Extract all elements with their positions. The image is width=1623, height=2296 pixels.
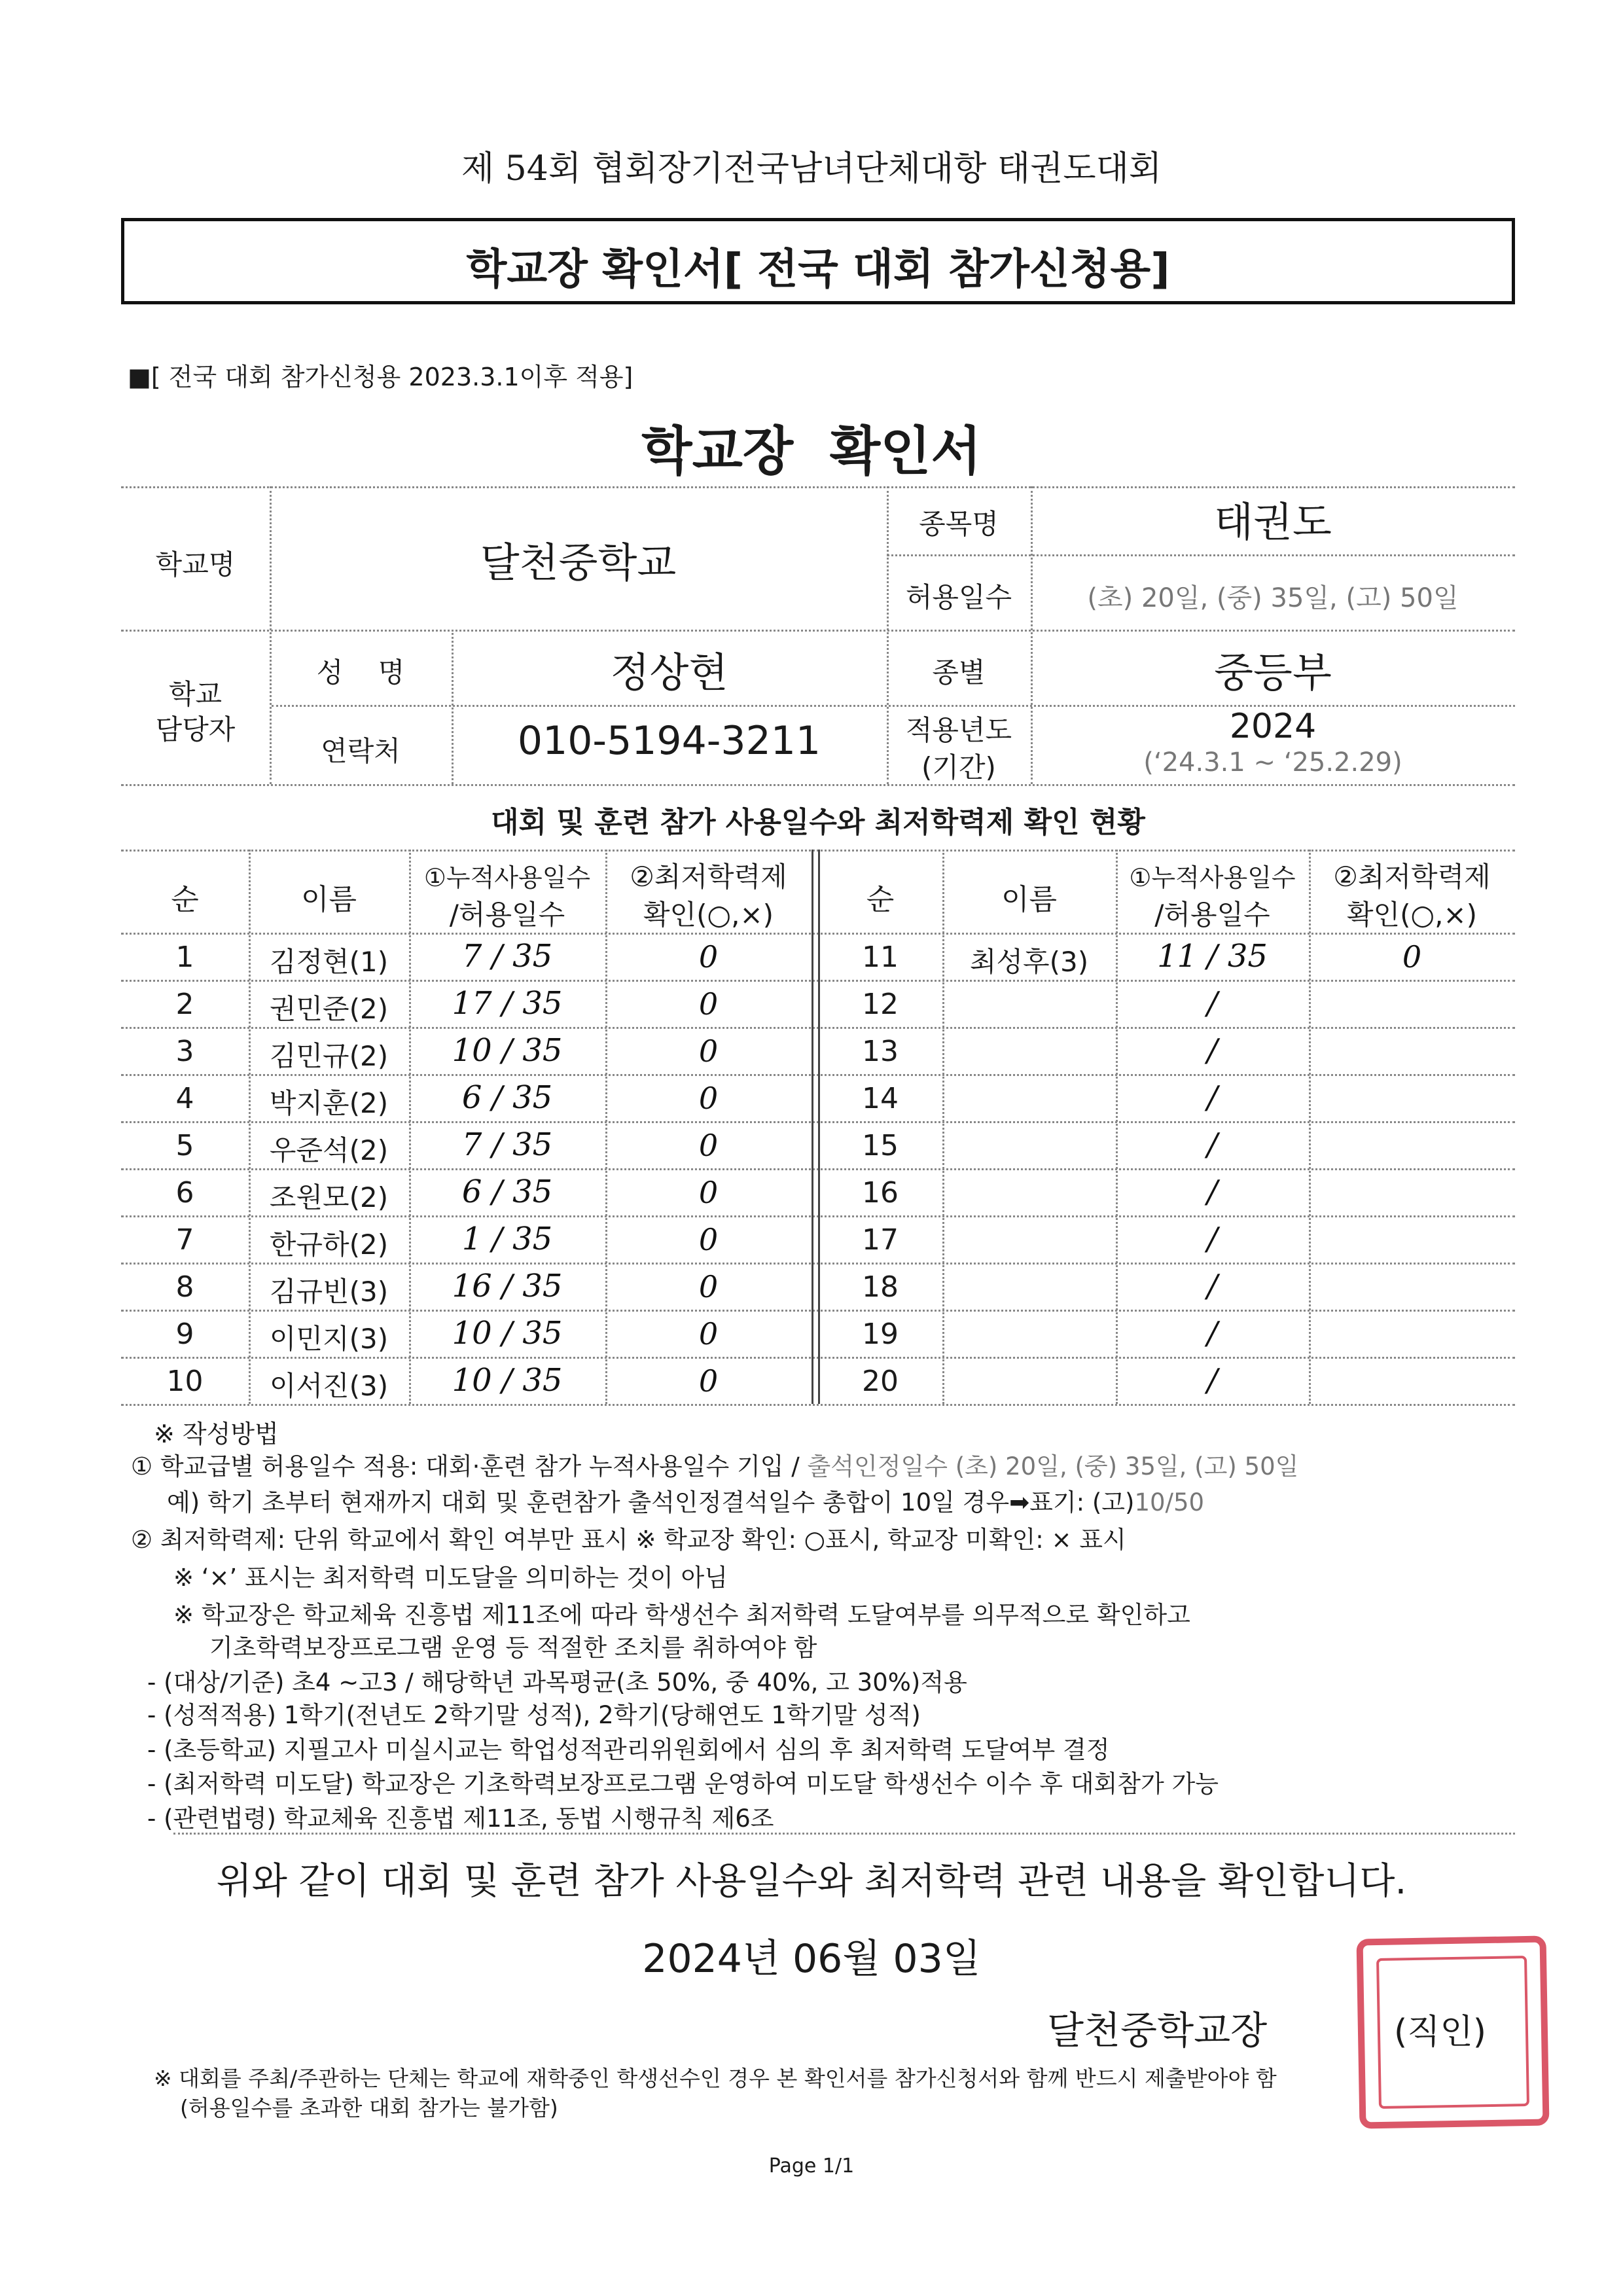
school-label: 학교명: [155, 548, 236, 581]
student-left-days: 16 / 35: [452, 1268, 563, 1304]
student-left-days: 10 / 35: [452, 1362, 563, 1399]
year-value: 2024: [1229, 707, 1317, 746]
student-left-check: 0: [698, 1363, 719, 1399]
student-left-check: 0: [698, 1316, 719, 1352]
header-name-right: 이름: [1001, 883, 1057, 916]
student-right-days: /: [1207, 1315, 1218, 1352]
student-right-days: 11 / 35: [1157, 938, 1268, 975]
section-title: 대회 및 훈련 참가 사용일수와 최저학력제 확인 현황: [491, 806, 1145, 839]
student-left-check: 0: [698, 986, 719, 1022]
student-left-no: 10: [166, 1365, 204, 1398]
student-left-check: 0: [698, 1175, 719, 1210]
student-left-name: 우준석(2): [269, 1134, 389, 1166]
student-right-no: 12: [862, 988, 899, 1021]
contact-name: 정상현: [610, 649, 728, 696]
student-left-days: 1 / 35: [461, 1221, 553, 1257]
note-line-10: - (최저학력 미도달) 학교장은 기초학력보장프로그램 운영하여 미도달 학생선수 이수 후 대회참가 가능: [147, 1770, 1219, 1798]
student-left-name: 김정현(1): [269, 946, 389, 978]
allowed-days-value: (초) 20일, (중) 35일, (고) 50일: [1087, 583, 1459, 613]
footer-note-1: ※ 대회를 주최/주관하는 단체는 학교에 재학중인 학생선수인 경우 본 확인서를 참가신청서와 함께 반드시 제출받아야 함: [154, 2066, 1277, 2091]
student-left-days: 10 / 35: [452, 1032, 563, 1069]
header-days-right-1: ①누적사용일수: [1129, 863, 1296, 892]
student-left-name: 조원모(2): [269, 1181, 389, 1213]
student-left-no: 3: [175, 1035, 194, 1068]
note-line-6: 기초학력보장프로그램 운영 등 적절한 조치를 취하여야 함: [209, 1634, 817, 1662]
contact-label-1: 학교: [168, 678, 223, 710]
student-right-no: 16: [862, 1176, 899, 1210]
student-left-name: 김민규(2): [269, 1040, 389, 1072]
note-line-1-gray: 출석인정일수 (초) 20일, (중) 35일, (고) 50일: [807, 1452, 1299, 1480]
student-right-no: 18: [862, 1270, 899, 1304]
name-label: 성 명: [316, 656, 405, 689]
contact-phone: 010-5194-3211: [517, 718, 821, 764]
allowed-days-label: 허용일수: [905, 581, 1012, 613]
notes-heading: ※ 작성방법: [154, 1420, 279, 1448]
student-right-no: 11: [862, 941, 899, 974]
student-left-name: 이민지(3): [269, 1323, 389, 1355]
student-left-check: 0: [698, 1033, 719, 1069]
student-right-days: /: [1207, 1126, 1218, 1163]
student-left-check: 0: [698, 1128, 719, 1163]
student-left-no: 1: [175, 941, 194, 974]
student-right-days: /: [1207, 1079, 1218, 1116]
student-left-no: 5: [175, 1129, 194, 1162]
student-left-days: 6 / 35: [461, 1079, 553, 1116]
confirm-statement: 위와 같이 대회 및 훈련 참가 사용일수와 최저학력 관련 내용을 확인합니다.: [216, 1860, 1407, 1903]
header-days-left-2: /허용일수: [449, 899, 565, 931]
student-right-days: /: [1207, 1174, 1218, 1210]
student-left-no: 7: [175, 1223, 194, 1257]
confirm-date: 2024년 06월 03일: [642, 1936, 981, 1982]
student-right-days: /: [1207, 1268, 1218, 1304]
form-title: 학교장 확인서: [641, 421, 982, 482]
student-right-no: 15: [862, 1129, 899, 1162]
student-left-days: 7 / 35: [461, 1126, 553, 1163]
division-label: 종별: [932, 656, 986, 689]
student-right-no: 20: [862, 1365, 899, 1398]
header-check-right-1: ②최저학력제: [1333, 861, 1491, 893]
note-line-11: - (관련법령) 학교체육 진흥법 제11조, 동법 시행규칙 제6조: [147, 1804, 774, 1833]
header-check-left-1: ②최저학력제: [630, 861, 787, 893]
footer-note-2: (허용일수를 초과한 대회 참가는 불가함): [180, 2095, 558, 2121]
student-left-days: 7 / 35: [461, 938, 553, 975]
student-left-days: 6 / 35: [461, 1174, 553, 1210]
header-name-left: 이름: [300, 883, 357, 916]
student-right-name: 최성후(3): [969, 946, 1089, 978]
note-line-3: ② 최저학력제: 단위 학교에서 확인 여부만 표시 ※ 학교장 확인: ○표시, 학교장 미확인: × 표시: [131, 1526, 1126, 1554]
year-label-2: (기간): [921, 751, 996, 783]
student-right-check: 0: [1402, 939, 1422, 975]
student-right-no: 17: [862, 1223, 899, 1257]
student-right-no: 14: [862, 1082, 899, 1115]
year-label-1: 적용년도: [905, 714, 1012, 746]
student-right-days: /: [1207, 1221, 1218, 1257]
note-line-2-text: 예) 학기 초부터 현재까지 대회 및 훈련참가 출석인정결석일수 총합이 10일 경우➡표기: (고): [167, 1488, 1135, 1516]
student-right-days: /: [1207, 985, 1218, 1022]
period-value: (‘24.3.1 ~ ‘25.2.29): [1143, 747, 1402, 778]
sport-value: 태권도: [1214, 498, 1332, 546]
note-line-7: - (대상/기준) 초4 ~고3 / 해당학년 과목평균(초 50%, 중 40%, 고 30%)적용: [147, 1668, 967, 1696]
document-title: 학교장 확인서[ 전국 대회 참가신청용]: [466, 245, 1170, 294]
note-line-2-gray: 10/50: [1134, 1488, 1205, 1516]
contact-label-2: 담당자: [155, 713, 236, 745]
student-left-no: 6: [175, 1176, 194, 1210]
header-no-left: 순: [171, 883, 199, 916]
student-right-days: /: [1207, 1032, 1218, 1069]
principal-name: 달천중학교장: [1047, 2008, 1268, 2053]
phone-label: 연락처: [321, 735, 401, 767]
student-right-days: /: [1207, 1362, 1218, 1399]
event-title: 제 54회 협회장기전국남녀단체대항 태권도대회: [461, 149, 1162, 188]
header-days-right-2: /허용일수: [1154, 899, 1270, 931]
student-left-name: 권민준(2): [269, 993, 389, 1025]
student-left-days: 17 / 35: [452, 985, 563, 1022]
seal-label: (직인): [1394, 2013, 1487, 2052]
note-line-1: [131, 1446, 1298, 1482]
student-left-check: 0: [698, 1269, 719, 1304]
student-left-days: 10 / 35: [452, 1315, 563, 1352]
header-days-left-1: ①누적사용일수: [423, 863, 591, 892]
student-right-no: 19: [862, 1318, 899, 1351]
student-left-check: 0: [698, 939, 719, 975]
student-left-no: 8: [175, 1270, 194, 1304]
note-line-1-text: ① 학교급별 허용일수 적용: 대회·훈련 참가 누적사용일수 기입 /: [131, 1452, 808, 1480]
sport-label: 종목명: [919, 508, 999, 540]
student-left-name: 이서진(3): [269, 1370, 389, 1402]
student-left-no: 4: [175, 1082, 194, 1115]
student-left-check: 0: [698, 1222, 719, 1257]
division-value: 중등부: [1214, 649, 1332, 696]
school-name: 달천중학교: [480, 539, 677, 586]
header-check-right-2: 확인(○,×): [1346, 899, 1478, 931]
note-line-2: [167, 1482, 1204, 1518]
student-left-name: 한규하(2): [269, 1229, 389, 1261]
subtitle-tag: ■[ 전국 대회 참가신청용 2023.3.1이후 적용]: [128, 363, 633, 391]
page-number: Page 1/1: [768, 2155, 855, 2178]
note-line-9: - (초등학교) 지필고사 미실시교는 학업성적관리위원회에서 심의 후 최저학력 도달여부 결정: [147, 1736, 1110, 1764]
student-left-name: 김규빈(3): [269, 1276, 389, 1308]
student-left-no: 9: [175, 1318, 194, 1351]
note-line-8: - (성적적용) 1학기(전년도 2학기말 성적), 2학기(당해연도 1학기말 성적): [147, 1701, 921, 1729]
header-check-left-2: 확인(○,×): [643, 899, 774, 931]
note-line-5: ※ 학교장은 학교체육 진흥법 제11조에 따라 학생선수 최저학력 도달여부를 의무적으로 확인하고: [173, 1601, 1190, 1629]
student-left-no: 2: [175, 988, 194, 1021]
student-right-no: 13: [862, 1035, 899, 1068]
student-left-check: 0: [698, 1081, 719, 1116]
student-left-name: 박지훈(2): [269, 1087, 389, 1119]
note-line-4: ※ ‘×’ 표시는 최저학력 미도달을 의미하는 것이 아님: [173, 1564, 728, 1592]
header-no-right: 순: [866, 883, 895, 916]
